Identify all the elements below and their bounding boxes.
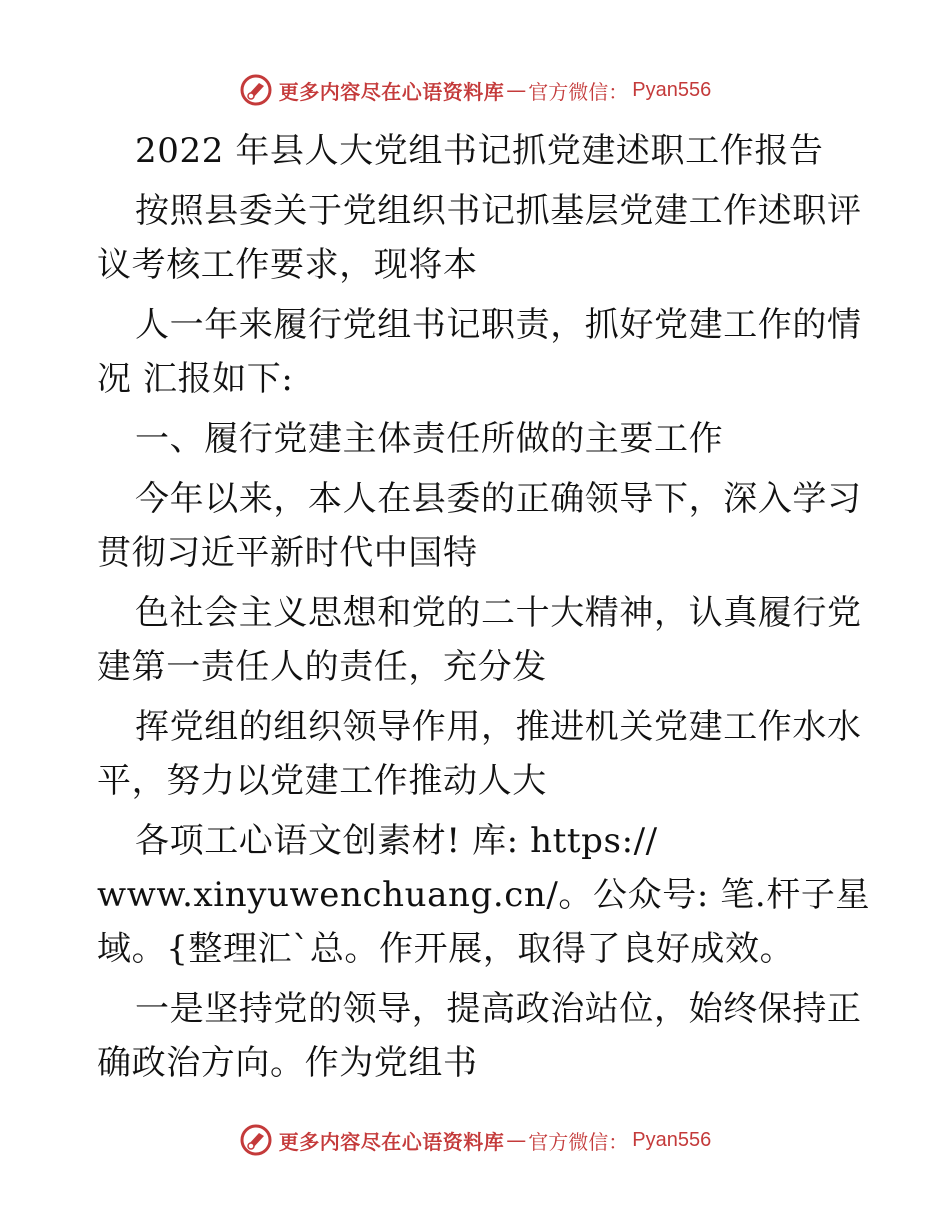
banner-dash: — [506,1128,527,1152]
paragraph-line: 挥党组的组织领导作用，推进机关党建工作水水 [135,707,862,747]
paragraph-line: 色社会主义思想和党的二十大精神，认真履行党 [135,593,862,633]
banner-official-label: 官方微信： [528,1129,629,1154]
document-body [97,124,871,1090]
paragraph-line: www.xinyuwenchuang.cn/。公众号: 笔.杆子星 [97,875,871,915]
paragraph-line: 按照县委关于党组织书记抓基层党建工作述职评 [135,191,862,231]
banner-dash: — [506,78,527,102]
header-banner [0,68,950,112]
banner-text: 更多内容尽在心语资料库 [278,79,505,104]
section-heading: 一、履行党建主体责任所做的主要工作 [135,419,724,459]
paragraph-line: 人一年来履行党组书记职责，抓好党建工作的情 [135,305,862,345]
paragraph-line: 确政治方向。作为党组书 [97,1043,478,1083]
banner-official-label: 官方微信： [528,79,629,104]
paragraph-line: 各项工心语文创素材! 库: https:// [135,821,658,861]
banner-wechat-id: Pyan556 [632,1128,712,1151]
logo-icon [239,73,273,107]
banner-text: 更多内容尽在心语资料库 [278,1129,505,1154]
doc-title: 2022 年县人大党组书记抓党建述职工作报告 [135,131,824,171]
paragraph-line: 平，努力以党建工作推动人大 [97,761,547,801]
banner-wechat-id: Pyan556 [632,78,712,101]
paragraph-line: 况 汇报如下: [97,359,294,399]
paragraph-line: 议考核工作要求，现将本 [97,245,478,285]
paragraph-line: 贯彻习近平新时代中国特 [97,533,478,573]
logo-icon [239,1123,273,1157]
paragraph-line: 今年以来，本人在县委的正确领导下，深入学习 [135,479,862,519]
paragraph-line: 建第一责任人的责任，充分发 [97,647,547,687]
footer-banner [0,1118,950,1162]
paragraph-line: 域。{整理汇`总。作开展，取得了良好成效。 [97,929,795,969]
paragraph-line: 一是坚持党的领导，提高政治站位，始终保持正 [135,989,862,1029]
